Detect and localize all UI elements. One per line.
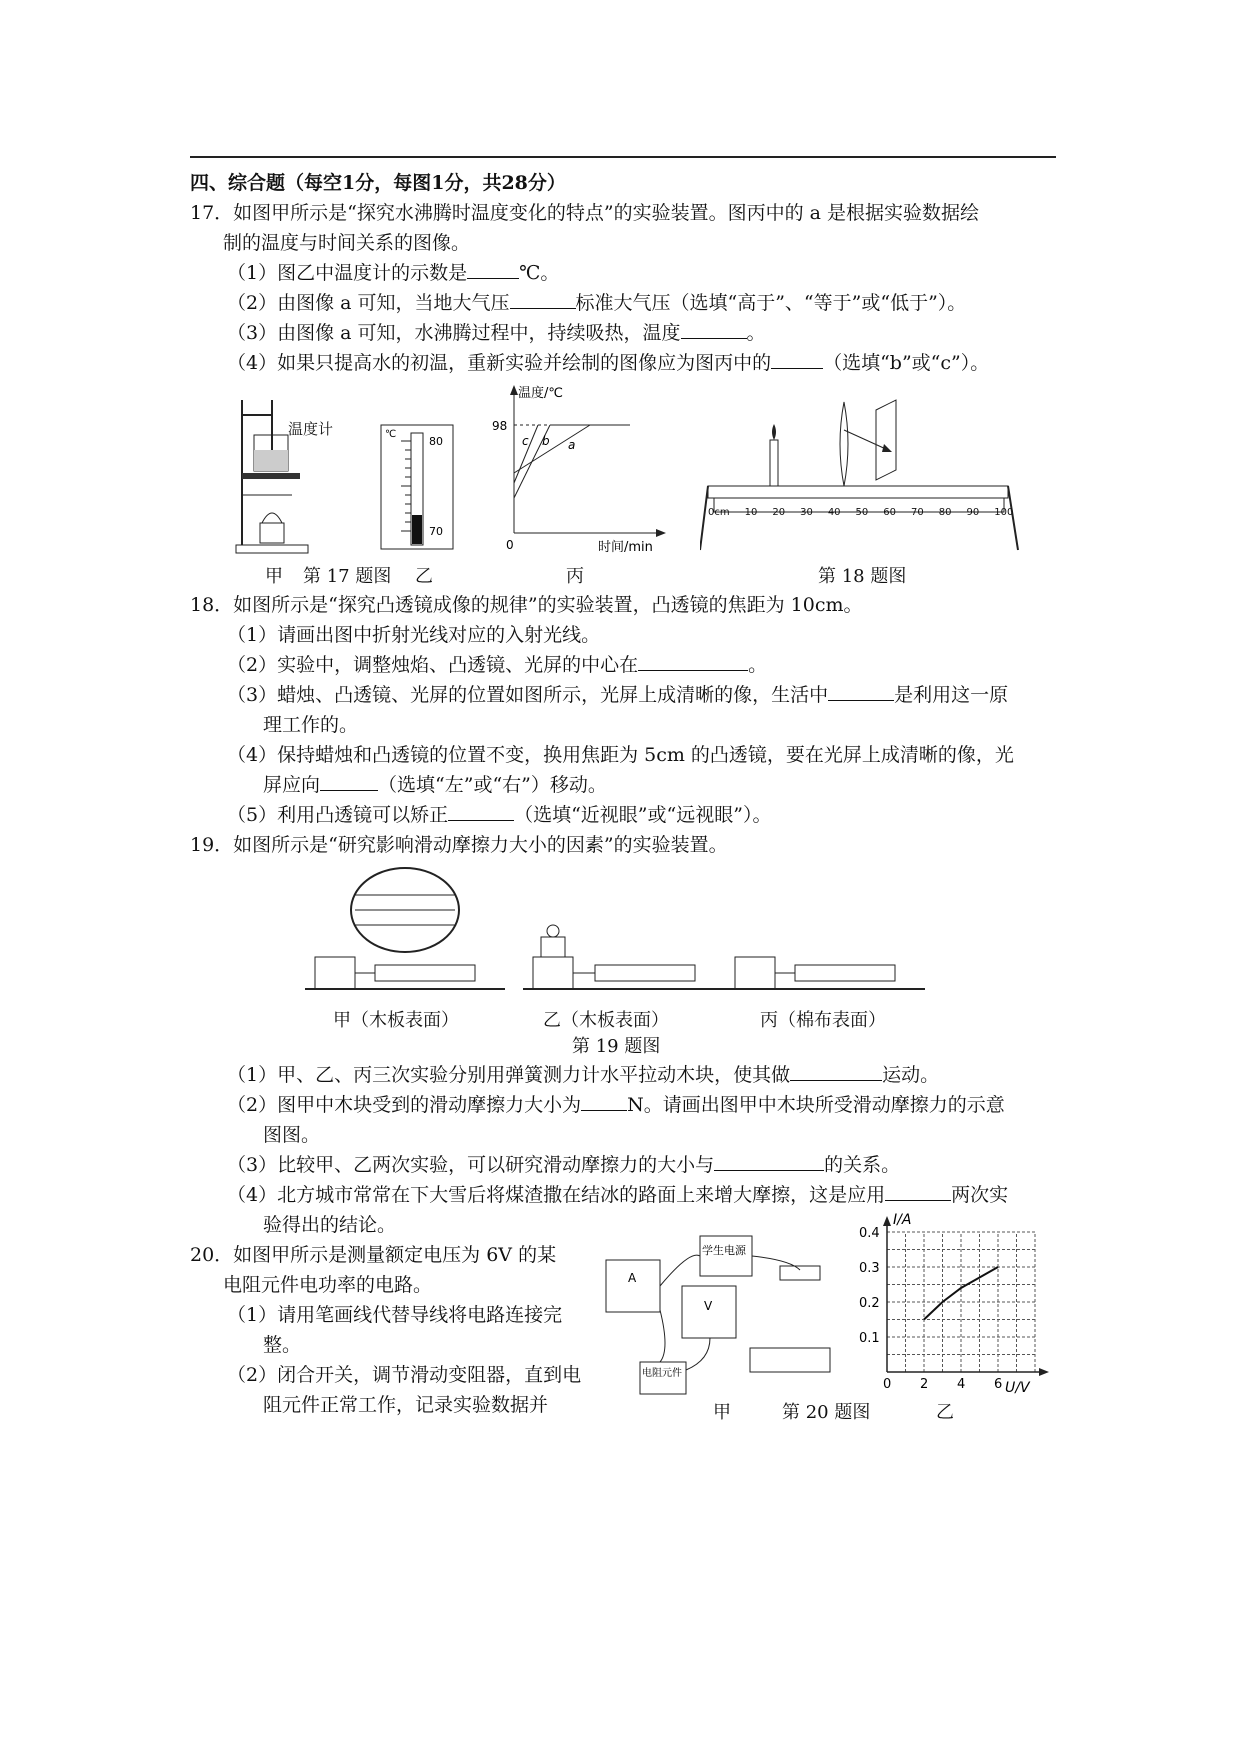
tick-80: 80 xyxy=(938,507,952,518)
fig17-cap-jia: 甲 xyxy=(265,566,283,587)
circuit-figure xyxy=(600,1230,840,1400)
curve-c-label: c xyxy=(522,434,529,448)
iu-ticks xyxy=(859,1226,1002,1392)
q18-part1: （1）请画出图中折射光线对应的入射光线。 xyxy=(227,624,601,646)
q20-stem-2: 电阻元件电功率的电路。 xyxy=(223,1274,433,1296)
ruler-ticks xyxy=(708,507,1013,518)
section-title: 四、综合题（每空1分，每图1分，共28分） xyxy=(190,172,566,194)
tick-50: 50 xyxy=(855,507,869,518)
q19-part2-cont: 图图。 xyxy=(263,1124,321,1146)
tick-60: 60 xyxy=(883,507,897,518)
iu-x-tick: 6 xyxy=(994,1377,1003,1392)
iu-x-tick: 4 xyxy=(957,1377,966,1392)
q18-part4: （4）保持蜡烛和凸透镜的位置不变，换用焦距为 5cm 的凸透镜，要在光屏上成清晰的像，光 xyxy=(227,744,1014,766)
thermometer-label: 温度计 xyxy=(288,420,334,438)
q20-part2-cont: 阻元件正常工作，记录实验数据并 xyxy=(263,1394,549,1416)
graph-ylabel: 温度/℃ xyxy=(518,386,563,401)
ammeter-label: A xyxy=(628,1271,637,1285)
voltmeter-label: V xyxy=(704,1299,713,1313)
q19-part2: （2）图甲中木块受到的滑动摩擦力大小为 N。请画出图甲中木块所受滑动摩擦力的示意 xyxy=(227,1094,1005,1116)
q20-part1-cont: 整。 xyxy=(263,1334,302,1356)
fig19-caption: 第 19 题图 xyxy=(572,1036,661,1057)
q19-part4-cont: 验得出的结论。 xyxy=(263,1214,397,1236)
iu-y-tick: 0.3 xyxy=(859,1261,880,1276)
q20-stem-1: 20．如图甲所示是测量额定电压为 6V 的某 xyxy=(190,1244,557,1266)
scale-80: 80 xyxy=(429,435,443,448)
fig19-cap-jia: 甲（木板表面） xyxy=(333,1010,459,1031)
element-label: 电阻元件 xyxy=(642,1368,682,1379)
fig18-caption: 第 18 题图 xyxy=(818,566,907,587)
graph-xlabel: 时间/min xyxy=(598,540,653,553)
q17-stem-2: 制的温度与时间关系的图像。 xyxy=(223,232,471,254)
tick-20: 20 xyxy=(772,507,786,518)
q19-part1: （1）甲、乙、丙三次实验分别用弹簧测力计水平拉动木块，使其做 运动。 xyxy=(227,1064,940,1086)
iu-y-arrow xyxy=(883,1216,891,1226)
fig17-cap-yi: 乙 xyxy=(415,566,433,587)
optical-bench-figure xyxy=(700,390,1030,556)
q18-part3: （3）蜡烛、凸透镜、光屏的位置如图所示，光屏上成清晰的像，生活中 是利用这一原 xyxy=(227,684,1009,706)
fig19-cap-yi: 乙（木板表面） xyxy=(543,1010,669,1031)
curve-b-label: b xyxy=(542,434,550,448)
q18-part3-cont: 理工作的。 xyxy=(263,714,359,736)
fig20-cap-jia: 甲 xyxy=(713,1402,731,1423)
thermometer-scale-figure xyxy=(375,423,459,553)
tick-30: 30 xyxy=(800,507,813,518)
q17-part3: （3）由图像 a 可知，水沸腾过程中，持续吸热，温度 。 xyxy=(227,322,766,344)
curve-a-label: a xyxy=(568,438,576,452)
iu-y-tick: 0.4 xyxy=(859,1226,880,1241)
q19-stem: 19．如图所示是“研究影响滑动摩擦力大小的因素”的实验装置。 xyxy=(190,834,728,856)
iu-y-tick: 0.2 xyxy=(859,1296,880,1311)
scale-70: 70 xyxy=(429,525,443,538)
fig17-caption: 第 17 题图 xyxy=(303,566,392,587)
iu-x-arrow xyxy=(1039,1368,1049,1376)
iu-x-tick: 2 xyxy=(920,1377,929,1392)
fig19-cap-bing: 丙（棉布表面） xyxy=(760,1010,886,1031)
tick-40: 40 xyxy=(827,507,841,518)
iu-grid xyxy=(887,1232,1035,1372)
top-rule xyxy=(190,156,1056,158)
q18-part5: （5）利用凸透镜可以矫正 （选填“近视眼”或“远视眼”）。 xyxy=(227,804,772,826)
tick-0: 0cm xyxy=(708,507,730,518)
tick-10: 10 xyxy=(744,507,758,518)
fig20-cap-yi: 乙 xyxy=(936,1402,954,1423)
q19-part3: （3）比较甲、乙两次实验，可以研究滑动摩擦力的大小与 的关系。 xyxy=(227,1154,901,1176)
iu-y-tick: 0.1 xyxy=(859,1331,880,1346)
friction-experiment-figure xyxy=(305,865,935,1000)
iu-x-tick: 0 xyxy=(883,1377,892,1392)
temperature-time-graph xyxy=(490,383,670,553)
tick-70: 70 xyxy=(911,507,924,518)
q20-part1: （1）请用笔画线代替导线将电路连接完 xyxy=(227,1304,563,1326)
iu-chart xyxy=(855,1210,1060,1395)
q17-part4: （4）如果只提高水的初温，重新实验并绘制的图像应为图丙中的 （选填“b”或“c”）。 xyxy=(227,352,990,374)
q20-part2: （2）闭合开关，调节滑动变阻器，直到电 xyxy=(227,1364,582,1386)
q17-part2: （2）由图像 a 可知，当地大气压 标准大气压（选填“高于”、“等于”或“低于”）。 xyxy=(227,292,967,314)
scale-unit: ℃ xyxy=(385,429,397,440)
tick-90: 90 xyxy=(966,507,980,518)
q18-stem: 18．如图所示是“探究凸透镜成像的规律”的实验装置，凸透镜的焦距为 10cm。 xyxy=(190,594,863,616)
fig17-cap-bing: 丙 xyxy=(566,566,584,587)
power-label: 学生电源 xyxy=(702,1244,746,1257)
iu-xlabel: U/V xyxy=(1005,1380,1030,1395)
q18-part2: （2）实验中，调整烛焰、凸透镜、光屏的中心在 。 xyxy=(227,654,768,676)
iu-ylabel: I/A xyxy=(893,1212,912,1228)
q18-part4-cont: 屏应向 （选填“左”或“右”）移动。 xyxy=(263,774,607,796)
graph-98: 98 xyxy=(492,419,508,433)
tick-100: 100 xyxy=(994,507,1014,518)
fig20-caption: 第 20 题图 xyxy=(782,1402,871,1423)
q17-part1: （1）图乙中温度计的示数是 ℃。 xyxy=(227,262,560,284)
q19-part4: （4）北方城市常常在下大雪后将煤渣撒在结冰的路面上来增大摩擦，这是应用 两次实 xyxy=(227,1184,1009,1206)
graph-zero: 0 xyxy=(506,538,514,552)
q17-stem-1: 17．如图甲所示是“探究水沸腾时温度变化的特点”的实验装置。图丙中的 a 是根据实验数据绘 xyxy=(190,202,980,224)
